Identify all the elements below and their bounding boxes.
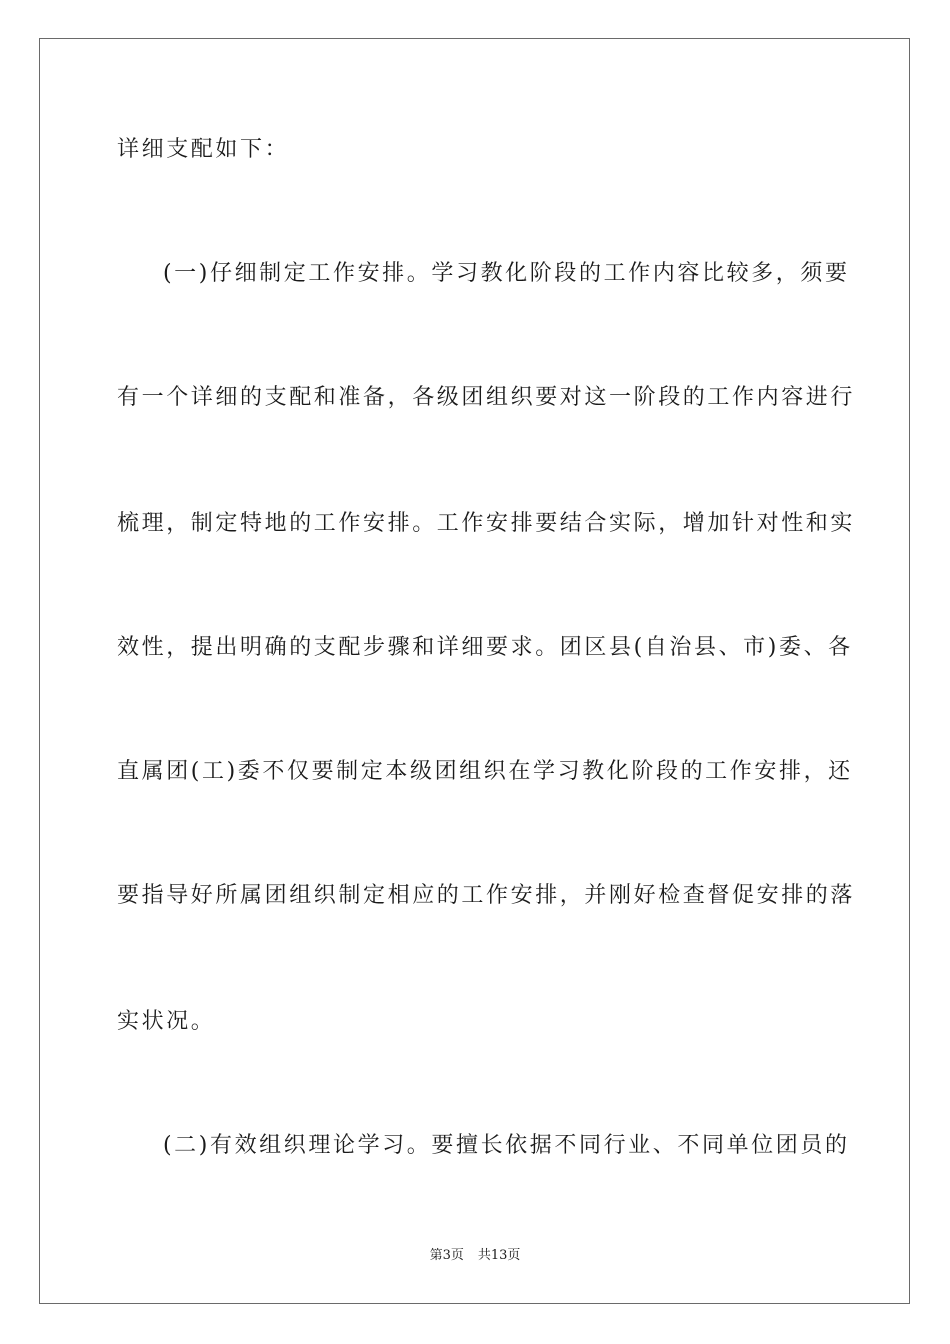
- page-footer: [0, 1247, 950, 1265]
- text-line-8: 实状况。: [117, 1009, 216, 1034]
- text-line-6: 直属团(工)委不仅要制定本级团组织在学习教化阶段的工作安排，还: [117, 759, 853, 784]
- text-line-4: 梳理，制定特地的工作安排。工作安排要结合实际，增加针对性和实: [117, 511, 856, 536]
- page-border: [39, 38, 910, 1304]
- page-number-current: 第3页: [429, 1248, 464, 1263]
- text-line-7: 要指导好所属团组织制定相应的工作安排，并刚好检查督促安排的落: [117, 883, 856, 908]
- text-line-1: 详细支配如下：: [117, 137, 290, 162]
- text-line-3: 有一个详细的支配和准备，各级团组织要对这一阶段的工作内容进行: [117, 385, 856, 410]
- text-line-5: 效性，提出明确的支配步骤和详细要求。团区县(自治县、市)委、各: [117, 635, 853, 660]
- text-line-9: (二)有效组织理论学习。要擅长依据不同行业、不同单位团员的: [163, 1133, 850, 1158]
- page-number-total: 共13页: [477, 1248, 521, 1263]
- text-line-2: (一)仔细制定工作安排。学习教化阶段的工作内容比较多，须要: [163, 261, 850, 286]
